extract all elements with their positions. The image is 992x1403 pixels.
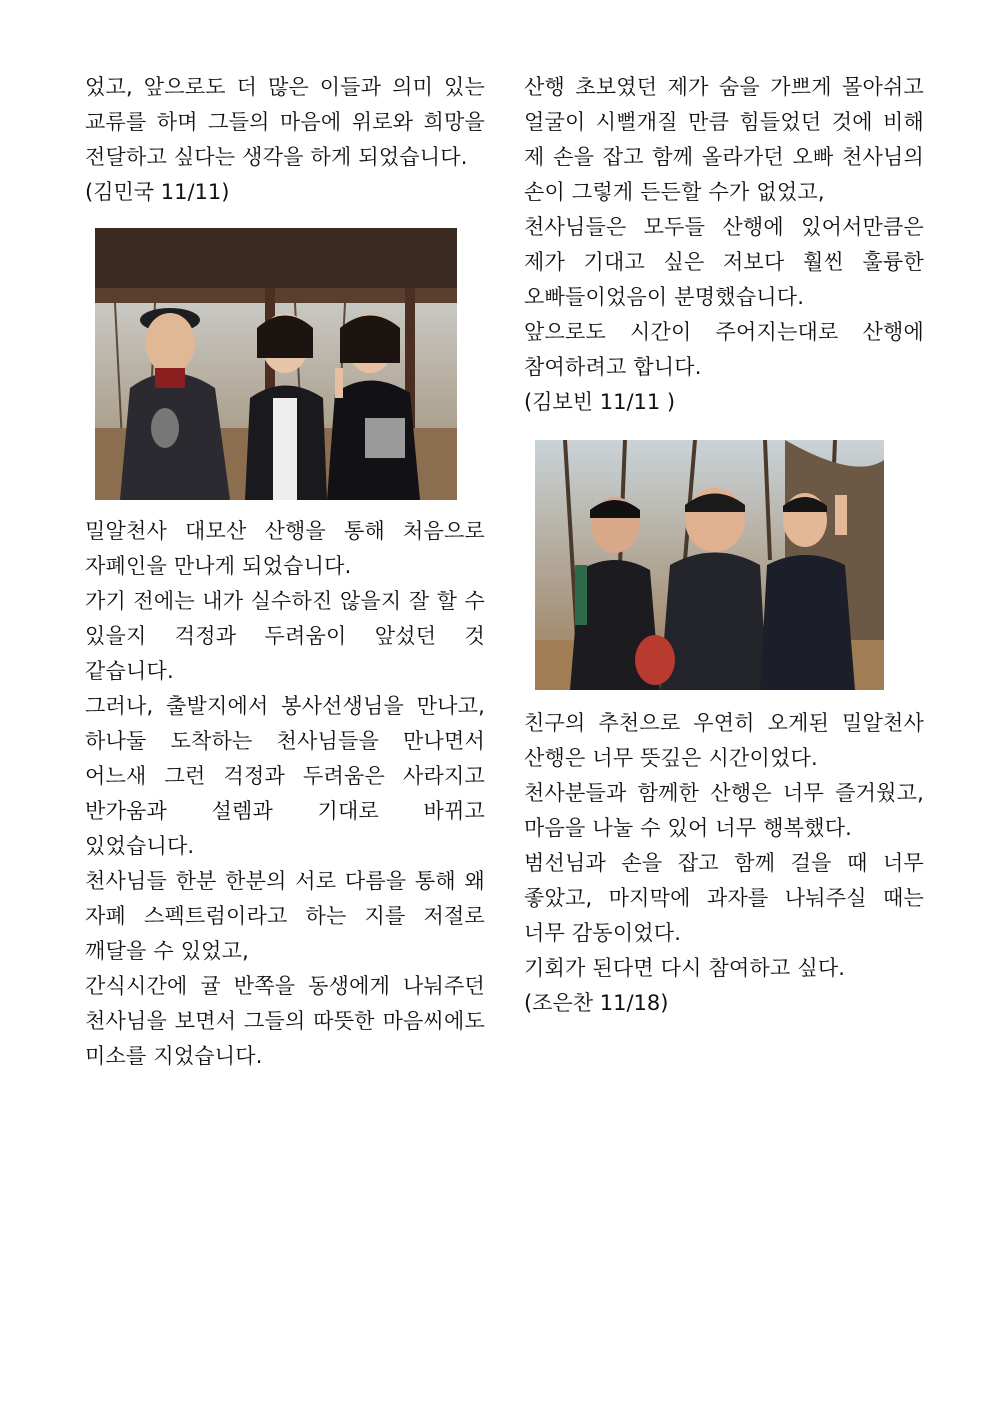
left-paragraph-4: 천사님들 한분 한분의 서로 다름을 통해 왜 자폐 스펙트럼이라고 하는 지를 저절로 깨달을 수 있었고, [85,869,485,963]
right-column [524,70,924,1021]
left-paragraph-3: 그러나, 출발지에서 봉사선생님을 만나고, 하나둘 도착하는 천사님들을 만나면서 어느새 그런 걱정과 두려움은 사라지고 반가움과 설렘과 기대로 바뀌고 있었습니다. [85,694,485,858]
signature-jo-eunchan: (조은찬 11/18) [524,991,669,1015]
right-paragraph-6: 범선님과 손을 잡고 함께 걸을 때 너무 좋았고, 마지막에 과자를 나눠주실 때는 너무 감동이었다. [524,851,924,945]
right-paragraph-4: 친구의 추천으로 우연히 오게된 밀알천사 산행은 너무 뜻깊은 시간이었다. [524,711,924,770]
left-paragraph-5: 간식시간에 귤 반쪽을 동생에게 나눠주던 천사님을 보면서 그들의 따뜻한 마음씨에도 미소를 지었습니다. [85,974,485,1068]
group-photo-forest [535,440,884,690]
right-paragraph-7: 기회가 된다면 다시 참여하고 싶다. [524,956,846,980]
right-paragraph-1: 산행 초보였던 제가 숨을 가쁘게 몰아쉬고 얼굴이 시뻘개질 만큼 힘들었던 것에 비해 제 손을 잡고 함께 올라가던 오빠 천사님의 손이 그렇게 든든할 수가 없었고, [524,75,924,204]
left-column [85,70,485,1074]
intro-paragraph: 었고, 앞으로도 더 많은 이들과 의미 있는 교류를 하며 그들의 마음에 위로와 희망을 전달하고 싶다는 생각을 하게 되었습니다. [85,75,485,169]
left-paragraph-1: 밀알천사 대모산 산행을 통해 처음으로 자폐인을 만나게 되었습니다. [85,519,485,578]
group-photo-pavilion [95,228,457,500]
right-paragraph-5: 천사분들과 함께한 산행은 너무 즐거웠고, 마음을 나눌 수 있어 너무 행복했다. [524,781,924,840]
right-paragraph-2: 천사님들은 모두들 산행에 있어서만큼은 제가 기대고 싶은 저보다 훨씬 훌륭한 오빠들이었음이 분명했습니다. [524,215,924,309]
signature-kim-minguk: (김민국 11/11) [85,180,230,204]
left-paragraph-2: 가기 전에는 내가 실수하진 않을지 잘 할 수 있을지 걱정과 두려움이 앞섰던 것 같습니다. [85,589,485,683]
right-paragraph-3: 앞으로도 시간이 주어지는대로 산행에 참여하려고 합니다. [524,320,924,379]
signature-kim-bobin: (김보빈 11/11 ) [524,390,676,414]
